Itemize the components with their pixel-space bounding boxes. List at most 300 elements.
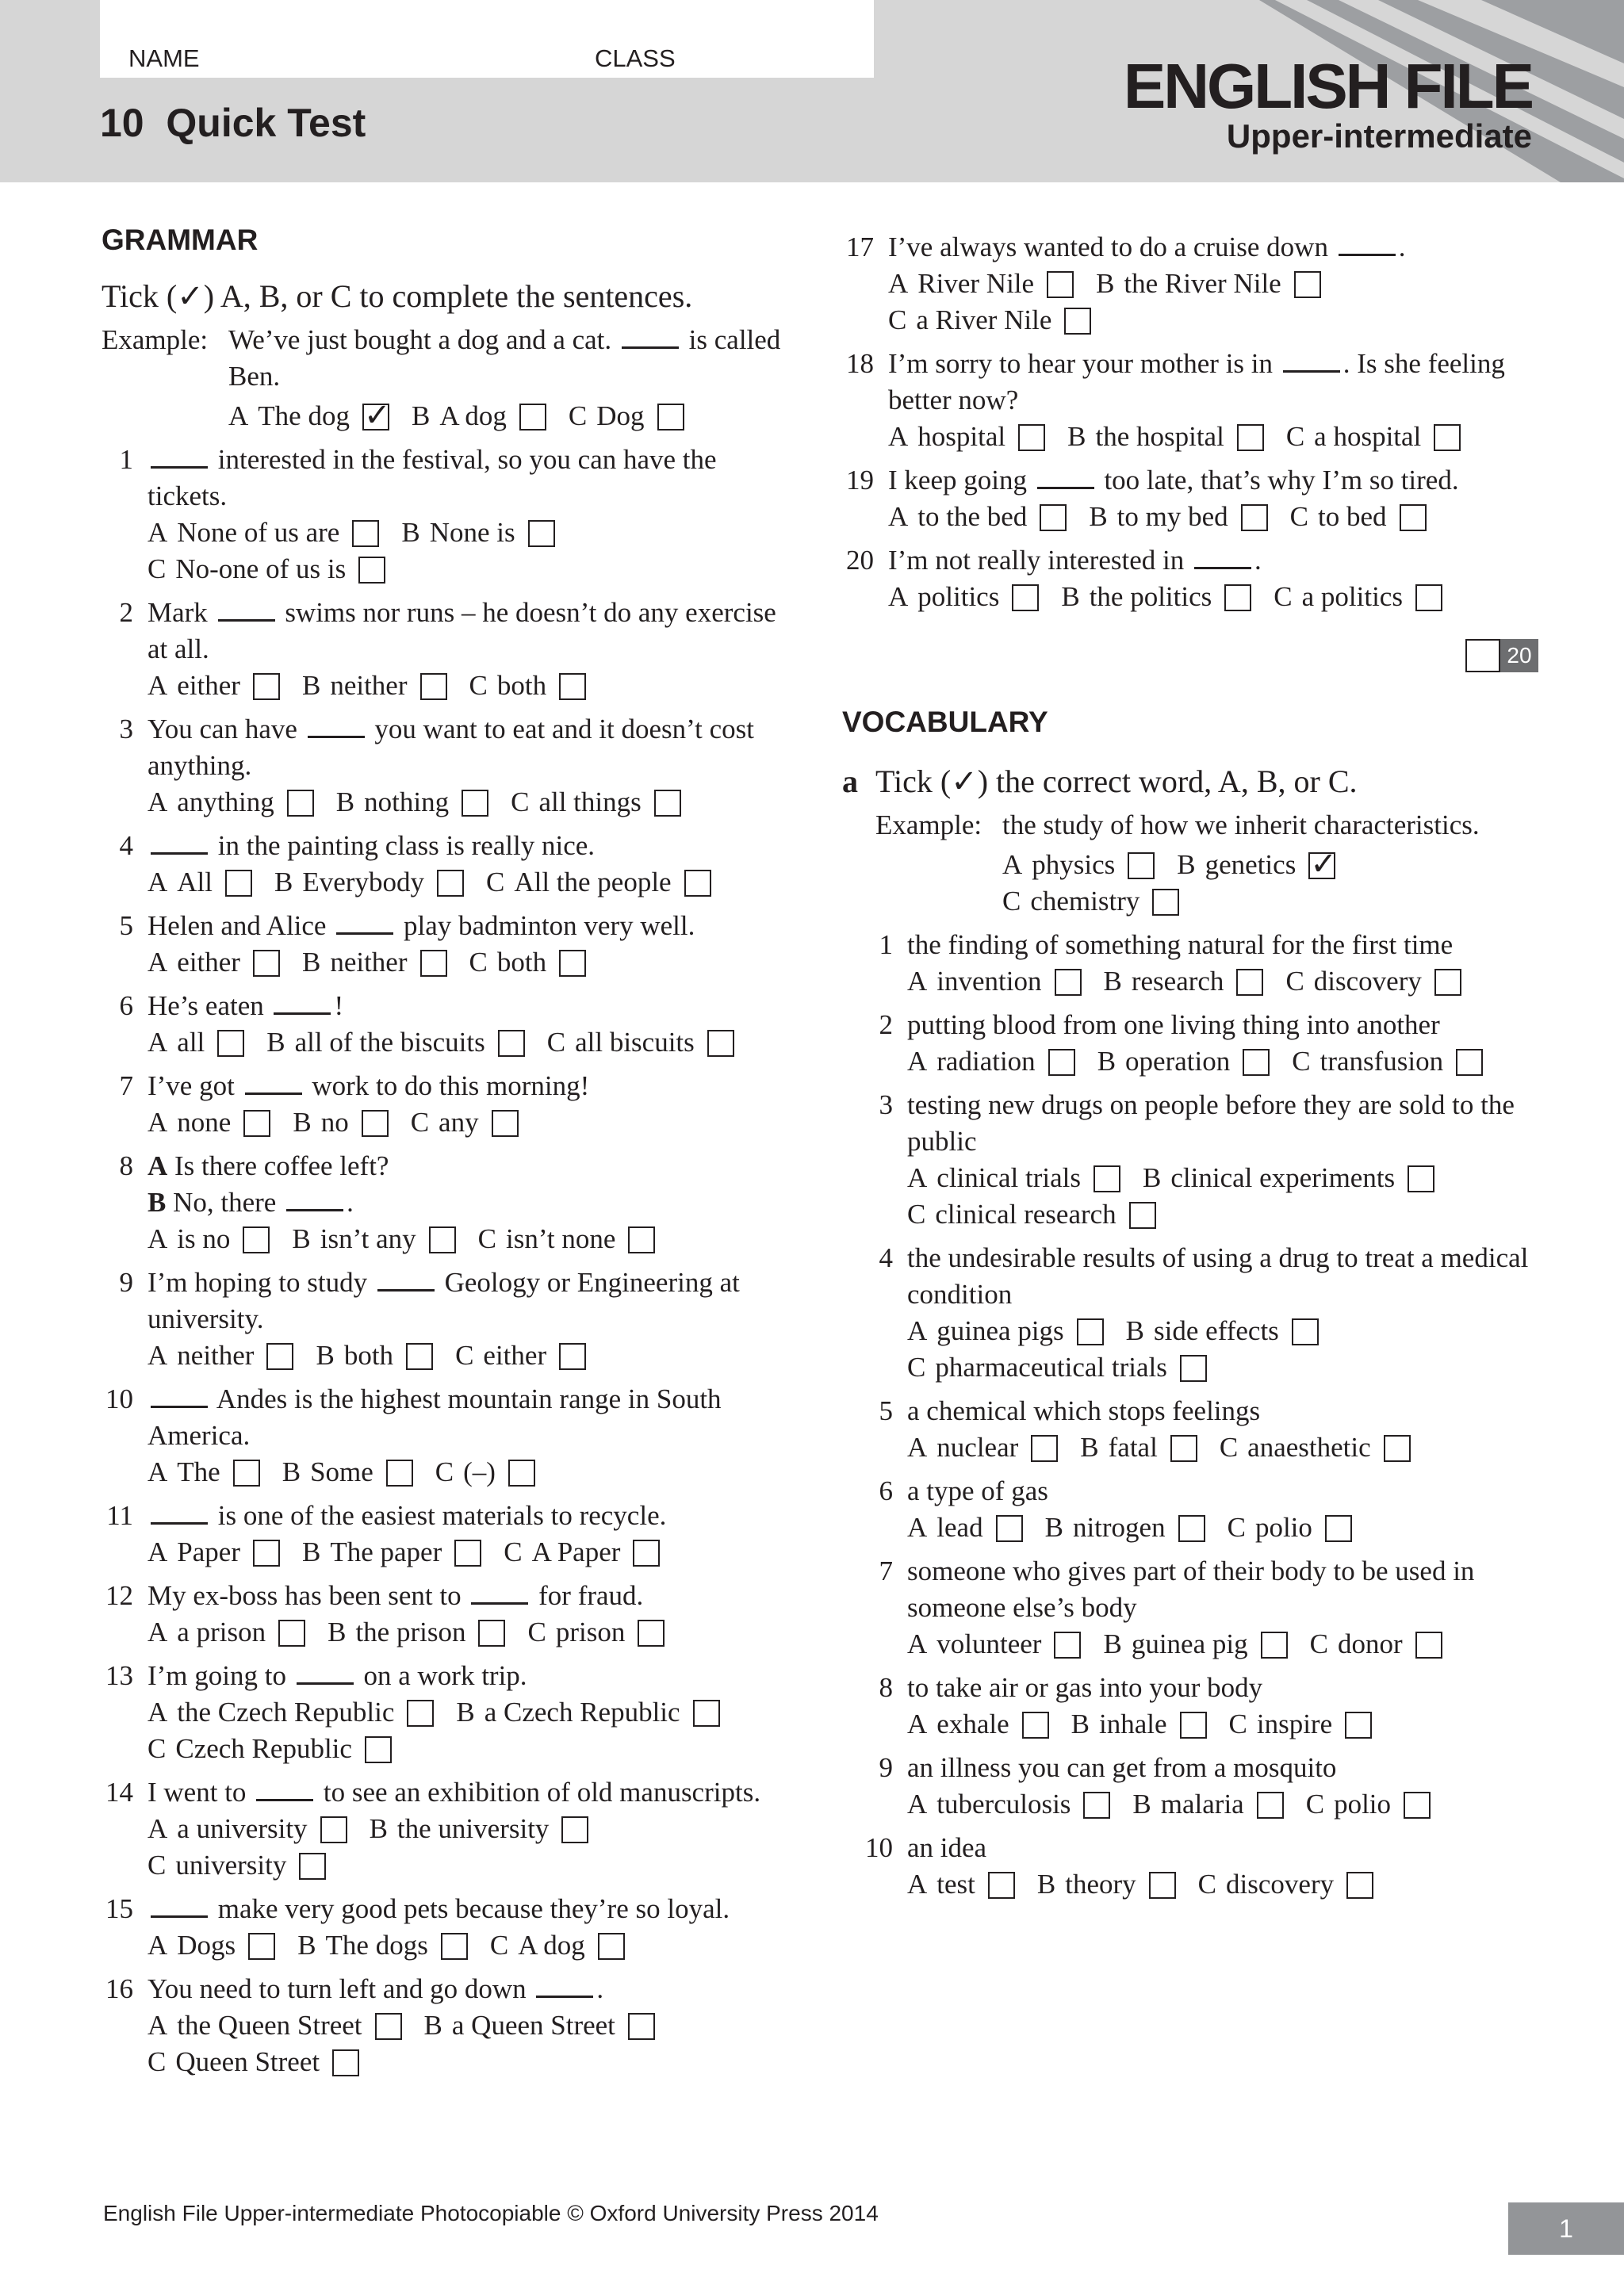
option-letter: C — [888, 304, 907, 335]
brand-logo — [1123, 51, 1532, 155]
vocabulary-example — [875, 807, 1538, 920]
option-letter: A — [907, 1046, 928, 1077]
question-number: 9 — [119, 1267, 133, 1298]
answer-checkbox[interactable] — [519, 404, 546, 430]
question-body — [147, 1971, 798, 2080]
question-text-end: to see an exhibition of old manuscripts. — [323, 1777, 761, 1808]
option-text: any — [439, 1107, 479, 1138]
answer-checkbox[interactable] — [1180, 1355, 1207, 1382]
question-body — [147, 1148, 798, 1257]
answer-checkbox[interactable] — [1048, 1049, 1075, 1076]
answer-checkbox[interactable] — [1434, 424, 1461, 451]
answer-option — [147, 944, 280, 981]
answer-checkbox[interactable] — [559, 673, 586, 700]
answer-option — [907, 1313, 1104, 1349]
class-label: CLASS — [595, 44, 676, 72]
answer-option — [292, 1221, 455, 1257]
answer-checkbox[interactable] — [266, 1343, 293, 1370]
answer-checkbox[interactable] — [988, 1872, 1015, 1899]
name-label: NAME — [128, 44, 200, 72]
answer-checkbox[interactable] — [1152, 889, 1179, 916]
option-text: both — [343, 1340, 394, 1371]
answer-checkbox[interactable] — [628, 1226, 655, 1253]
answer-checkbox[interactable] — [1180, 1712, 1207, 1739]
question-body — [907, 1750, 1538, 1823]
answer-checkbox[interactable] — [243, 1110, 270, 1137]
answer-checkbox[interactable] — [454, 1540, 481, 1567]
answer-checkbox[interactable] — [407, 1700, 434, 1727]
option-text: nothing — [364, 786, 450, 817]
option-text: Some — [310, 1456, 373, 1487]
vocabulary-heading: VOCABULARY — [842, 706, 1048, 738]
answer-option — [1310, 1626, 1442, 1663]
vocabulary-question — [825, 1670, 1538, 1743]
answer-checkbox[interactable] — [1384, 1435, 1411, 1462]
question-text: Mark — [147, 597, 208, 628]
answer-option — [907, 963, 1082, 1000]
question-text: He’s eaten — [147, 990, 264, 1021]
option-letter: A — [147, 1456, 168, 1487]
option-letter: C — [907, 1199, 926, 1230]
option-letter: B — [411, 400, 431, 431]
question-body — [907, 1670, 1538, 1743]
answer-option — [1292, 1043, 1483, 1080]
answer-option — [1097, 1043, 1270, 1080]
answer-checkbox[interactable] — [1241, 504, 1268, 531]
option-letter: C — [1285, 421, 1305, 452]
question-text: My ex-boss has been sent to — [147, 1580, 462, 1611]
question-body — [147, 988, 798, 1061]
option-text: A Paper — [531, 1536, 621, 1567]
answer-option — [297, 1927, 468, 1964]
answer-checkbox[interactable] — [1129, 1202, 1156, 1229]
option-letter: C — [469, 670, 488, 701]
answer-checkbox[interactable] — [462, 790, 488, 817]
answer-checkbox[interactable] — [628, 2013, 655, 2040]
question-number: 2 — [879, 1009, 893, 1040]
option-text: neither — [177, 1340, 255, 1371]
option-text: nitrogen — [1072, 1512, 1166, 1543]
answer-option — [147, 515, 379, 551]
option-letter: A — [228, 400, 249, 431]
option-text: hospital — [917, 421, 1006, 452]
option-text: nuclear — [936, 1432, 1019, 1463]
answer-options — [907, 1313, 1538, 1386]
answer-checkbox[interactable] — [1308, 852, 1335, 879]
option-letter: B — [1103, 1628, 1122, 1659]
option-letter: C — [489, 1930, 509, 1961]
option-letter: C — [1219, 1432, 1239, 1463]
answer-checkbox[interactable] — [1456, 1049, 1483, 1076]
answer-checkbox[interactable] — [1040, 504, 1067, 531]
answer-option — [907, 1429, 1058, 1466]
option-text: research — [1131, 966, 1224, 997]
option-text: clinical experiments — [1170, 1162, 1396, 1193]
vocabulary-instruction — [842, 763, 1538, 801]
answer-checkbox[interactable] — [217, 1030, 244, 1057]
question-text: You need to turn left and go down — [147, 1973, 527, 2004]
answer-checkbox[interactable] — [1294, 271, 1321, 298]
answer-checkbox[interactable] — [375, 2013, 402, 2040]
option-text: anaesthetic — [1247, 1432, 1371, 1463]
question-text: an illness you can get from a mosquito — [907, 1752, 1337, 1783]
answer-checkbox[interactable] — [352, 520, 379, 547]
answer-checkbox[interactable] — [1434, 969, 1461, 996]
answer-option — [1045, 1510, 1205, 1546]
answer-option — [147, 1847, 326, 1884]
answer-option — [907, 1160, 1120, 1196]
answer-options — [907, 1866, 1538, 1903]
answer-checkbox[interactable] — [1346, 1872, 1373, 1899]
question-number: 6 — [879, 1475, 893, 1506]
question-body — [888, 462, 1538, 535]
answer-checkbox[interactable] — [420, 950, 447, 977]
question-text: to take air or gas into your body — [907, 1672, 1263, 1703]
answer-checkbox[interactable] — [1261, 1632, 1288, 1659]
option-text: the university — [396, 1813, 550, 1844]
option-text: side effects — [1154, 1315, 1279, 1346]
score-input[interactable] — [1465, 639, 1500, 672]
answer-option — [1143, 1160, 1434, 1196]
footer — [103, 2201, 879, 2226]
answer-checkbox[interactable] — [561, 1816, 588, 1843]
answer-checkbox[interactable] — [707, 1030, 734, 1057]
option-letter: A — [907, 966, 928, 997]
answer-checkbox[interactable] — [1345, 1712, 1372, 1739]
answer-checkbox[interactable] — [1243, 1049, 1270, 1076]
option-text: all things — [538, 786, 642, 817]
question-text: testing new drugs on people before they are sold to the public — [907, 1089, 1515, 1157]
name-class-field[interactable] — [100, 0, 874, 78]
answer-checkbox[interactable] — [1170, 1435, 1197, 1462]
answer-checkbox[interactable] — [1031, 1435, 1058, 1462]
answer-checkbox[interactable] — [1404, 1792, 1431, 1819]
option-letter: B — [1132, 1789, 1151, 1820]
answer-checkbox[interactable] — [362, 1110, 389, 1137]
option-letter: A — [888, 268, 909, 299]
question-text: I went to — [147, 1777, 247, 1808]
question-number: 8 — [879, 1672, 893, 1703]
vocabulary-question — [825, 1750, 1538, 1823]
option-letter: C — [147, 1733, 167, 1764]
answer-checkbox[interactable] — [1236, 969, 1263, 996]
answer-checkbox[interactable] — [1149, 1872, 1176, 1899]
answer-checkbox[interactable] — [492, 1110, 519, 1137]
option-letter: B — [423, 2010, 442, 2041]
option-letter: B — [316, 1340, 335, 1371]
answer-checkbox[interactable] — [1237, 424, 1264, 451]
answer-option — [1177, 847, 1335, 883]
option-letter: C — [1289, 501, 1309, 532]
question-number: 3 — [119, 714, 133, 744]
answer-option — [490, 1927, 625, 1964]
answer-option — [1080, 1429, 1197, 1466]
option-text: neither — [330, 670, 408, 701]
test-title: 10 Quick Test — [100, 101, 366, 145]
answer-checkbox[interactable] — [1054, 1632, 1081, 1659]
answer-checkbox[interactable] — [1018, 424, 1045, 451]
option-text: transfusion — [1320, 1046, 1444, 1077]
option-letter: A — [147, 1027, 168, 1058]
answer-checkbox[interactable] — [299, 1853, 326, 1880]
answer-options — [888, 419, 1538, 455]
question-body — [147, 1498, 798, 1571]
answer-checkbox[interactable] — [508, 1460, 535, 1487]
answer-checkbox[interactable] — [441, 1933, 468, 1960]
answer-checkbox[interactable] — [1083, 1792, 1110, 1819]
answer-option — [1067, 419, 1264, 455]
question-number: 10 — [105, 1383, 133, 1414]
question-number: 1 — [119, 444, 133, 475]
answer-option — [370, 1811, 589, 1847]
question-number: 9 — [879, 1752, 893, 1783]
answer-checkbox[interactable] — [332, 2049, 359, 2076]
option-text: malaria — [1160, 1789, 1244, 1820]
question-number: 4 — [879, 1242, 893, 1273]
question-text-end: for fraud. — [538, 1580, 644, 1611]
answer-checkbox[interactable] — [1292, 1318, 1319, 1345]
answer-checkbox[interactable] — [1400, 504, 1427, 531]
option-letter: A — [907, 1315, 928, 1346]
option-letter: B — [1061, 581, 1080, 612]
answer-checkbox[interactable] — [1128, 852, 1155, 879]
option-text: The paper — [330, 1536, 442, 1567]
option-text: politics — [917, 581, 1000, 612]
answer-checkbox[interactable] — [225, 870, 252, 897]
answer-blank — [151, 1500, 208, 1525]
option-text: No-one of us is — [175, 553, 347, 584]
example-options — [228, 398, 798, 434]
vocabulary-questions — [825, 927, 1538, 1903]
answer-checkbox[interactable] — [1415, 1632, 1442, 1659]
grammar-instruction: Tick (✓) A, B, or C to complete the sentences. — [102, 278, 693, 314]
part-label: a — [842, 763, 858, 799]
grammar-score — [825, 639, 1538, 672]
answer-checkbox[interactable] — [1047, 271, 1074, 298]
option-text: operation — [1125, 1046, 1231, 1077]
answer-checkbox[interactable] — [559, 1343, 586, 1370]
option-letter: C — [527, 1617, 546, 1647]
grammar-questions — [84, 442, 798, 2080]
grammar-example — [102, 322, 798, 434]
answer-option — [411, 1104, 519, 1141]
answer-checkbox[interactable] — [362, 404, 389, 430]
answer-checkbox[interactable] — [365, 1736, 392, 1763]
answer-checkbox[interactable] — [253, 950, 280, 977]
question-body — [147, 828, 798, 901]
option-letter: C — [1309, 1628, 1328, 1659]
option-text: invention — [936, 966, 1042, 997]
answer-option — [327, 1614, 505, 1651]
answer-checkbox[interactable] — [996, 1515, 1023, 1542]
answer-checkbox[interactable] — [1012, 584, 1039, 611]
answer-checkbox[interactable] — [429, 1226, 456, 1253]
option-letter: A — [888, 421, 909, 452]
grammar-question — [84, 1971, 798, 2080]
option-text: to bed — [1318, 501, 1387, 532]
answer-options — [907, 1510, 1538, 1546]
answer-option — [147, 551, 385, 587]
answer-checkbox[interactable] — [1022, 1712, 1049, 1739]
answer-checkbox[interactable] — [243, 1226, 270, 1253]
answer-checkbox[interactable] — [437, 870, 464, 897]
answer-blank — [218, 597, 275, 622]
option-letter: B — [1143, 1162, 1162, 1193]
option-letter: B — [369, 1813, 388, 1844]
answer-checkbox[interactable] — [498, 1030, 525, 1057]
answer-checkbox[interactable] — [528, 520, 555, 547]
answer-checkbox[interactable] — [1178, 1515, 1205, 1542]
question-text-end: you want to eat and it doesn’t cost anything. — [147, 714, 754, 781]
option-letter: A — [907, 1709, 928, 1739]
answer-checkbox[interactable] — [1077, 1318, 1104, 1345]
question-text-end: . Is she feeling better now? — [888, 348, 1505, 415]
option-letter: C — [1228, 1709, 1247, 1739]
option-text: both — [496, 670, 547, 701]
answer-checkbox[interactable] — [1325, 1515, 1352, 1542]
answer-checkbox[interactable] — [693, 1700, 720, 1727]
answer-option — [569, 398, 684, 434]
answer-option — [316, 1337, 433, 1374]
answer-checkbox[interactable] — [1257, 1792, 1284, 1819]
question-number: 19 — [846, 465, 874, 496]
answer-blank — [1194, 545, 1251, 569]
answer-checkbox[interactable] — [1415, 584, 1442, 611]
question-text-end: interested in the festival, so you can have the tickets. — [147, 444, 717, 511]
option-letter: C — [410, 1107, 430, 1138]
grammar-question — [84, 908, 798, 981]
option-text: the politics — [1089, 581, 1212, 612]
question-text: Helen and Alice — [147, 910, 327, 941]
answer-checkbox[interactable] — [1224, 584, 1251, 611]
answer-checkbox[interactable] — [598, 1933, 625, 1960]
vocabulary-instruction-text: Tick (✓) the correct word, A, B, or C. — [875, 763, 1358, 799]
answer-options — [907, 1626, 1538, 1663]
option-letter: C — [1227, 1512, 1246, 1543]
answer-checkbox[interactable] — [633, 1540, 660, 1567]
answer-checkbox[interactable] — [638, 1620, 665, 1647]
grammar-question — [825, 462, 1538, 535]
option-text: the hospital — [1095, 421, 1224, 452]
question-number: 7 — [119, 1070, 133, 1101]
option-letter: C — [147, 553, 167, 584]
option-text: Queen Street — [175, 2046, 320, 2077]
grammar-question — [84, 1658, 798, 1767]
question-number: 14 — [105, 1777, 133, 1808]
answer-checkbox[interactable] — [478, 1620, 505, 1647]
option-letter: C — [1197, 1869, 1217, 1900]
question-body — [147, 908, 798, 981]
option-text: donor — [1337, 1628, 1403, 1659]
answer-checkbox[interactable] — [1064, 308, 1091, 335]
answer-checkbox[interactable] — [278, 1620, 305, 1647]
answer-checkbox[interactable] — [559, 950, 586, 977]
answer-blank — [1037, 465, 1094, 489]
option-text: polio — [1254, 1512, 1312, 1543]
option-text: Everybody — [302, 867, 424, 897]
option-text: tuberculosis — [936, 1789, 1071, 1820]
answer-checkbox[interactable] — [684, 870, 711, 897]
option-text: is no — [177, 1223, 231, 1254]
option-letter: A — [147, 1813, 168, 1844]
answer-checkbox[interactable] — [406, 1343, 433, 1370]
answer-option — [1002, 883, 1179, 920]
answer-checkbox[interactable] — [320, 1816, 347, 1843]
answer-blank — [1339, 232, 1396, 256]
example-options — [1002, 847, 1538, 920]
option-text: theory — [1065, 1869, 1136, 1900]
answer-checkbox[interactable] — [1055, 969, 1082, 996]
question-number: 20 — [846, 545, 874, 576]
option-letter: B — [1125, 1315, 1145, 1346]
grammar-question — [84, 1068, 798, 1141]
option-text: A dog — [439, 400, 507, 431]
answer-option — [1228, 1510, 1352, 1546]
answer-checkbox[interactable] — [253, 673, 280, 700]
answer-option — [1037, 1866, 1176, 1903]
page-number: 1 — [1508, 2202, 1624, 2255]
option-text: both — [496, 947, 547, 978]
answer-blank — [274, 990, 331, 1015]
option-text: all — [177, 1027, 205, 1058]
option-letter: C — [147, 1850, 167, 1881]
option-letter: B — [1177, 849, 1196, 880]
question-body — [907, 1007, 1538, 1080]
answer-option — [147, 1221, 270, 1257]
answer-checkbox[interactable] — [253, 1540, 280, 1567]
answer-checkbox[interactable] — [386, 1460, 413, 1487]
answer-option — [424, 2007, 655, 2044]
option-text: to the bed — [917, 501, 1028, 532]
answer-option — [147, 1811, 347, 1847]
answer-checkbox[interactable] — [1408, 1165, 1434, 1192]
question-body — [147, 1381, 798, 1490]
option-letter: A — [147, 1697, 168, 1728]
option-text: clinical trials — [936, 1162, 1082, 1193]
answer-option — [147, 1337, 293, 1374]
answer-checkbox[interactable] — [1094, 1165, 1120, 1192]
answer-option — [1061, 579, 1251, 615]
option-letter: C — [546, 1027, 566, 1058]
answer-option — [435, 1454, 535, 1490]
answer-checkbox[interactable] — [657, 404, 684, 430]
vocabulary-question — [825, 1473, 1538, 1546]
answer-checkbox[interactable] — [420, 673, 447, 700]
answer-checkbox[interactable] — [248, 1933, 275, 1960]
option-text: Paper — [177, 1536, 240, 1567]
answer-blank — [245, 1070, 302, 1095]
answer-checkbox[interactable] — [358, 557, 385, 584]
option-letter: C — [1002, 886, 1021, 916]
answer-option — [1002, 847, 1155, 883]
answer-options — [147, 1024, 798, 1061]
answer-checkbox[interactable] — [654, 790, 681, 817]
answer-checkbox[interactable] — [233, 1460, 260, 1487]
option-letter: A — [147, 1930, 168, 1961]
option-letter: A — [147, 867, 168, 897]
answer-option — [907, 1043, 1075, 1080]
option-letter: A — [907, 1789, 928, 1820]
example-label: Example: — [102, 324, 209, 355]
option-text: Dog — [596, 400, 645, 431]
page-header — [0, 0, 1624, 182]
answer-checkbox[interactable] — [287, 790, 314, 817]
option-letter: C — [147, 2046, 167, 2077]
answer-blank — [336, 910, 393, 935]
option-letter: B — [301, 670, 321, 701]
option-letter: C — [511, 786, 530, 817]
question-number: 15 — [105, 1893, 133, 1924]
